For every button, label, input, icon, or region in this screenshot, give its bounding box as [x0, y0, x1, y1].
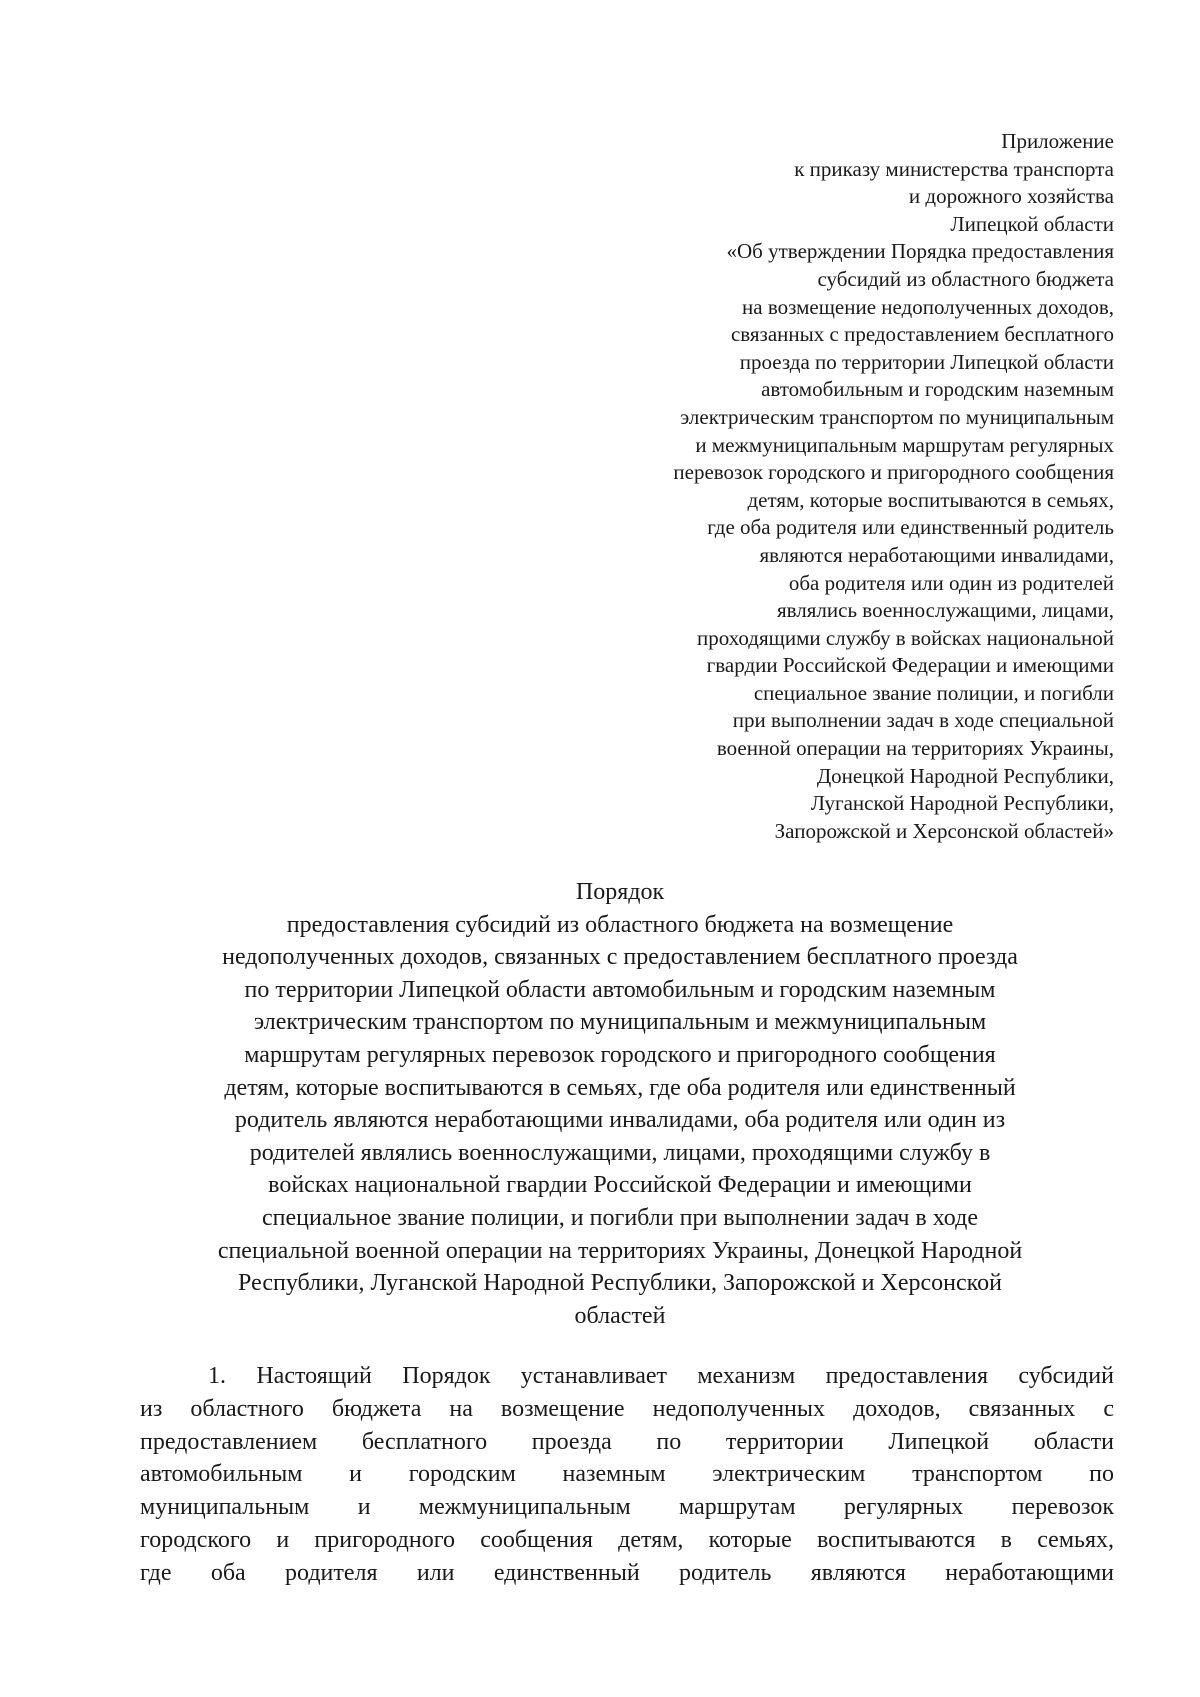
- appendix-line: военной операции на территориях Украины,: [716, 736, 1114, 761]
- appendix-line: и межмуниципальным маршрутам регулярных: [695, 432, 1114, 457]
- appendix-line: «Об утверждении Порядка предоставления: [726, 239, 1114, 264]
- appendix-line: перевозок городского и пригородного сообщения: [673, 460, 1114, 485]
- body-line: автомобильным и городским наземным электрическим транспортом по: [140, 1461, 1114, 1488]
- appendix-line: являются неработающими инвалидами,: [759, 542, 1114, 567]
- appendix-line: связанных с предоставлением бесплатного: [730, 322, 1114, 347]
- appendix-line: проходящими службу в войсках национальной: [697, 625, 1114, 650]
- body-paragraph: [140, 1360, 1114, 1590]
- appendix-line: Донецкой Народной Республики,: [816, 763, 1114, 788]
- document-title: [130, 876, 1110, 1332]
- appendix-line: Луганской Народной Республики,: [810, 791, 1114, 816]
- title-line: недополученных доходов, связанных с предоставлением бесплатного проезда: [222, 944, 1018, 971]
- title-line: маршрутам регулярных перевозок городского и пригородного сообщения: [244, 1041, 996, 1068]
- appendix-block: [554, 128, 1114, 845]
- appendix-line: гвардии Российской Федерации и имеющими: [706, 653, 1114, 678]
- title-line: войсках национальной гвардии Российской Федерации и имеющими: [268, 1172, 972, 1199]
- appendix-line: являлись военнослужащими, лицами,: [777, 598, 1114, 623]
- title-line: предоставления субсидий из областного бюджета на возмещение: [286, 911, 954, 938]
- appendix-line: проезда по территории Липецкой области: [739, 349, 1114, 374]
- title-line: родителей являлись военнослужащими, лицами, проходящими службу в: [249, 1139, 991, 1166]
- body-line: 1. Настоящий Порядок устанавливает механизм предоставления субсидий: [208, 1363, 1114, 1389]
- appendix-line: оба родителя или один из родителей: [788, 570, 1114, 595]
- title-line: областей: [574, 1302, 666, 1329]
- title-line: специальной военной операции на территориях Украины, Донецкой Народной: [217, 1237, 1023, 1264]
- appendix-line: где оба родителя или единственный родитель: [707, 515, 1114, 540]
- body-line: где оба родителя или единственный родитель являются неработающими: [140, 1559, 1114, 1586]
- appendix-line: электрическим транспортом по муниципальным: [680, 404, 1114, 429]
- appendix-line: Приложение: [1001, 129, 1114, 153]
- appendix-line: специальное звание полиции, и погибли: [753, 680, 1114, 705]
- appendix-line: к приказу министерства транспорта: [794, 156, 1114, 181]
- title-line: специальное звание полиции, и погибли при выполнении задач в ходе: [262, 1204, 978, 1231]
- appendix-line: детям, которые воспитываются в семьях,: [747, 487, 1114, 512]
- title-line: Республики, Луганской Народной Республики, Запорожской и Херсонской: [238, 1270, 1002, 1297]
- body-line: предоставлением бесплатного проезда по территории Липецкой области: [140, 1428, 1114, 1455]
- title-heading: Порядок: [575, 879, 665, 905]
- body-line: муниципальным и межмуниципальным маршрутам регулярных перевозок: [140, 1494, 1114, 1521]
- title-line: по территории Липецкой области автомобильным и городским наземным: [244, 976, 996, 1003]
- body-line: из областного бюджета на возмещение недополученных доходов, связанных с: [140, 1395, 1114, 1422]
- appendix-line: Липецкой области: [950, 211, 1114, 236]
- title-line: детям, которые воспитываются в семьях, где оба родителя или единственный: [224, 1074, 1016, 1101]
- title-line: родитель являются неработающими инвалидами, оба родителя или один из: [234, 1107, 1006, 1134]
- appendix-line: автомобильным и городским наземным: [761, 377, 1114, 402]
- title-line: электрическим транспортом по муниципальным и межмуниципальным: [253, 1009, 987, 1036]
- appendix-line: Запорожской и Херсонской областей»: [774, 818, 1114, 843]
- appendix-line: и дорожного хозяйства: [908, 184, 1114, 209]
- body-line: городского и пригородного сообщения детям, которые воспитываются в семьях,: [140, 1526, 1114, 1553]
- appendix-line: на возмещение недополученных доходов,: [742, 294, 1114, 319]
- appendix-line: при выполнении задач в ходе специальной: [732, 708, 1114, 733]
- appendix-line: субсидий из областного бюджета: [817, 266, 1114, 291]
